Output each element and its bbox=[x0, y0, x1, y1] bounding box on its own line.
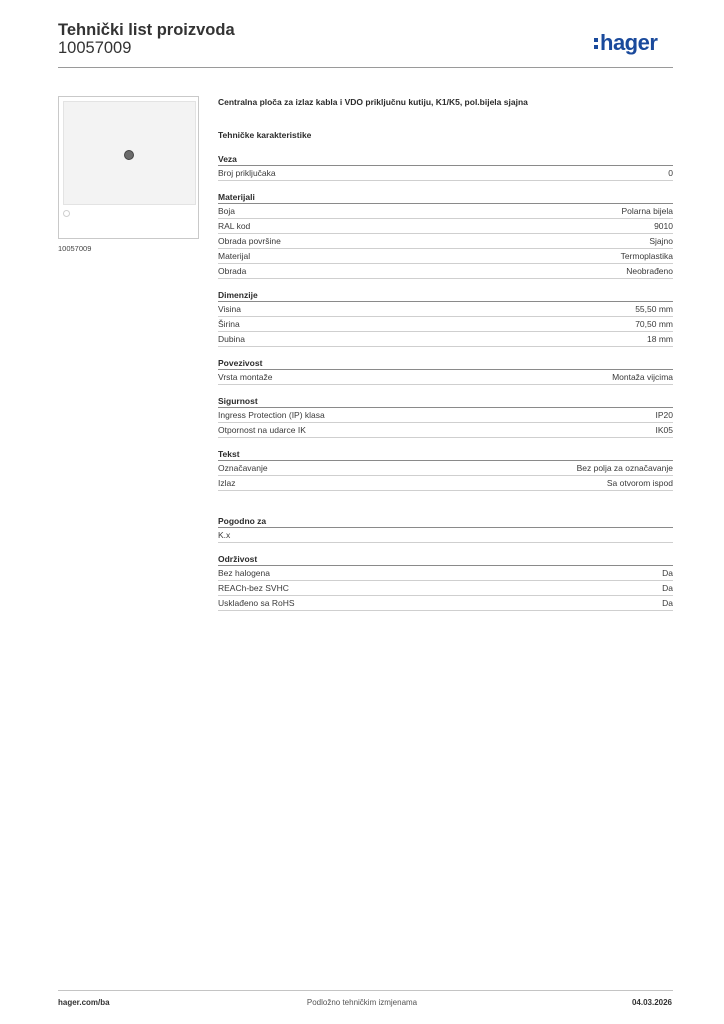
group-title: Pogodno za bbox=[218, 516, 673, 528]
spec-value: Termoplastika bbox=[620, 251, 673, 261]
spec-row bbox=[218, 461, 673, 476]
spec-row bbox=[218, 332, 673, 347]
spec-row bbox=[218, 476, 673, 491]
cover-plate-illustration bbox=[63, 101, 196, 205]
spec-row bbox=[218, 317, 673, 332]
spec-value: Bez polja za označavanje bbox=[576, 463, 673, 473]
spec-value: 55,50 mm bbox=[635, 304, 673, 314]
spec-group-veza bbox=[218, 154, 673, 181]
spec-group-odrzivost bbox=[218, 554, 673, 611]
spec-label: Usklađeno sa RoHS bbox=[218, 598, 295, 608]
spec-value: 18 mm bbox=[647, 334, 673, 344]
spec-value: Sa otvorom ispod bbox=[606, 478, 673, 488]
spec-row bbox=[218, 302, 673, 317]
page-title: Tehnički list proizvoda bbox=[58, 21, 235, 39]
spec-row bbox=[218, 596, 673, 611]
spec-value: 70,50 mm bbox=[635, 319, 673, 329]
spec-value: Da bbox=[662, 583, 673, 593]
product-image bbox=[58, 96, 199, 239]
spec-label: Broj priključaka bbox=[218, 168, 276, 178]
spec-value: 0 bbox=[668, 168, 673, 178]
spec-row bbox=[218, 408, 673, 423]
spec-label: Materijal bbox=[218, 251, 251, 261]
spec-row bbox=[218, 249, 673, 264]
header-divider bbox=[58, 67, 673, 68]
spec-value: Sjajno bbox=[649, 236, 673, 246]
group-title: Materijali bbox=[218, 192, 673, 204]
spec-value: Neobrađeno bbox=[626, 266, 673, 276]
group-title: Dimenzije bbox=[218, 290, 673, 302]
spec-label: Obrada bbox=[218, 266, 247, 276]
spec-label: Visina bbox=[218, 304, 241, 314]
spec-label: Izlaz bbox=[218, 478, 236, 488]
spec-value: Da bbox=[662, 598, 673, 608]
footer-date: 04.03.2026 bbox=[631, 998, 672, 1007]
spec-label: Obrada površine bbox=[218, 236, 281, 246]
spec-group-sigurnost bbox=[218, 396, 673, 438]
logo-dots-icon bbox=[594, 38, 598, 49]
product-description: Centralna ploča za izlaz kabla i VDO priključnu kutiju, K1/K5, pol.bijela sjajna bbox=[218, 97, 528, 107]
spec-label: K.x bbox=[218, 530, 231, 540]
spec-group-tekst bbox=[218, 449, 673, 491]
group-title: Veza bbox=[218, 154, 673, 166]
footer-note: Podložno tehničkim izmjenama bbox=[306, 998, 418, 1007]
spec-label: Označavanje bbox=[218, 463, 268, 473]
hager-logo bbox=[594, 28, 657, 58]
spec-value: IP20 bbox=[655, 410, 673, 420]
spec-row bbox=[218, 204, 673, 219]
spec-group-povezivost bbox=[218, 358, 673, 385]
spec-label: Bez halogena bbox=[218, 568, 270, 578]
spec-label: Vrsta montaže bbox=[218, 372, 273, 382]
spec-label: Otpornost na udarce IK bbox=[218, 425, 306, 435]
spec-value: IK05 bbox=[655, 425, 673, 435]
spec-row bbox=[218, 566, 673, 581]
footer-website: hager.com/ba bbox=[58, 998, 110, 1007]
spec-row bbox=[218, 370, 673, 385]
group-title: Sigurnost bbox=[218, 396, 673, 408]
image-caption: 10057009 bbox=[58, 244, 92, 253]
footer-divider bbox=[58, 990, 673, 991]
spec-label: REACh-bez SVHC bbox=[218, 583, 289, 593]
spec-row bbox=[218, 234, 673, 249]
spec-group-materijali bbox=[218, 192, 673, 279]
spec-content bbox=[218, 96, 673, 611]
spec-group-pogodno-za bbox=[218, 516, 673, 543]
spec-group-dimenzije bbox=[218, 290, 673, 347]
spec-value: Polarna bijela bbox=[621, 206, 673, 216]
spec-label: Dubina bbox=[218, 334, 245, 344]
spec-value: Da bbox=[662, 568, 673, 578]
section-heading: Tehničke karakteristike bbox=[218, 130, 312, 140]
product-code: 10057009 bbox=[58, 39, 132, 57]
spec-row bbox=[218, 264, 673, 279]
spec-row bbox=[218, 423, 673, 438]
spec-value: 9010 bbox=[654, 221, 673, 231]
spec-label: Širina bbox=[218, 319, 240, 329]
spec-row bbox=[218, 166, 673, 181]
spec-value: Montaža vijcima bbox=[612, 372, 673, 382]
group-title: Održivost bbox=[218, 554, 673, 566]
spec-row bbox=[218, 219, 673, 234]
view-indicator-icon bbox=[63, 210, 70, 217]
spec-label: Ingress Protection (IP) klasa bbox=[218, 410, 325, 420]
group-title: Tekst bbox=[218, 449, 673, 461]
group-title: Povezivost bbox=[218, 358, 673, 370]
spec-label: Boja bbox=[218, 206, 236, 216]
logo-text: hager bbox=[600, 30, 658, 55]
spec-row bbox=[218, 581, 673, 596]
cable-outlet-hole bbox=[124, 150, 134, 160]
spec-row bbox=[218, 528, 673, 543]
spec-label: RAL kod bbox=[218, 221, 251, 231]
